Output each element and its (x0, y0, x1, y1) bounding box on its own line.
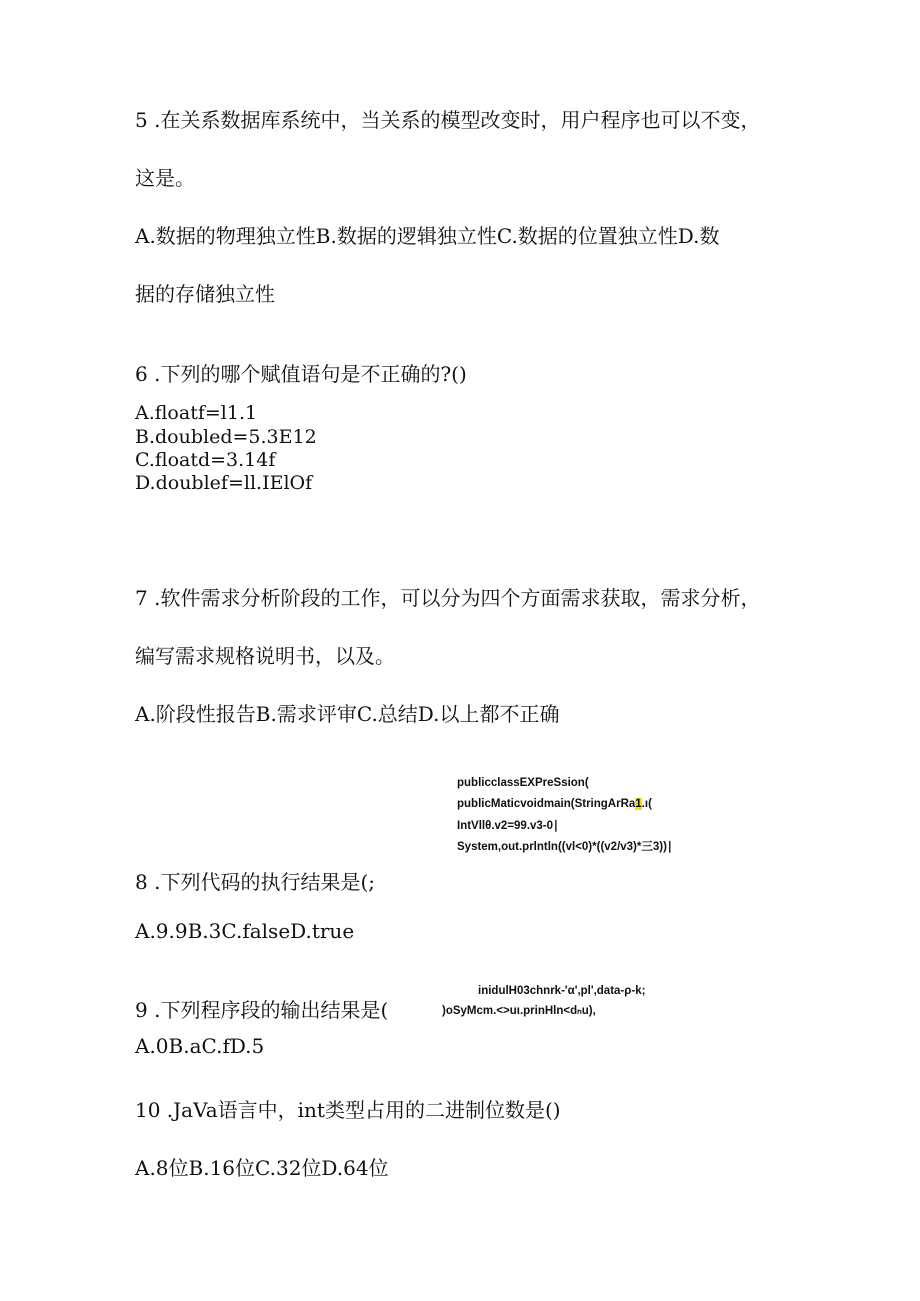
q8-code-highlight: 1 (635, 798, 642, 810)
q7-options: A.阶段性报告B.需求评审C.总结D.以上都不正确 (135, 702, 560, 726)
q8-code-line3: IntVllθ.v2=99.v3-0∣ (457, 820, 559, 832)
q6-option-d: D.doublef=ll.IElOf (135, 472, 313, 494)
q6-option-b: B.doubled=5.3E12 (135, 426, 317, 448)
q6-option-c: C.floatd=3.14f (135, 449, 276, 471)
q5-options-line1: A.数据的物理独立性B.数据的逻辑独立性C.数据的位置独立性D.数 (135, 224, 720, 248)
q7-stem-line2: 编写需求规格说明书，以及。 (135, 644, 395, 668)
q5-stem-line2: 这是。 (135, 166, 195, 190)
q8-code-line2 (457, 797, 652, 811)
q9-code-line2: )oSyMcm.<>uι.prinHln<dₙu), (442, 1005, 596, 1017)
q8-options: A.9.9B.3C.falseD.true (135, 919, 355, 943)
q7-stem-line1: 7 .软件需求分析阶段的工作，可以分为四个方面需求获取，需求分析， (135, 586, 761, 610)
q10-options: A.8位B.16位C.32位D.64位 (135, 1156, 389, 1180)
q5-stem-line1: 5 .在关系数据库系统中，当关系的模型改变时，用户程序也可以不变， (135, 108, 761, 132)
q8-code-line4: System,out.prlntln((vl<0)*((v2/v3)*三3))∣ (457, 841, 673, 853)
q9-stem: 9 .下列程序段的输出结果是( (135, 998, 389, 1022)
q8-code-line2-b: .ı( (641, 798, 652, 810)
q8-code-line2-a: publicMaticvoidmain(StringArRa (457, 798, 636, 810)
q8-code-line1: publicclassEXPreSsion( (457, 777, 589, 789)
q8-stem: 8 .下列代码的执行结果是(; (135, 870, 375, 894)
q6-stem: 6 .下列的哪个赋值语句是不正确的?() (135, 362, 467, 386)
q6-option-a: A.floatf=l1.1 (135, 402, 258, 424)
q5-options-line2: 据的存储独立性 (135, 282, 275, 306)
q9-options: A.0B.aC.fD.5 (135, 1034, 265, 1058)
q9-code-line1: inidulH03chnrk-'α',pl',data-ρ-k; (478, 985, 646, 997)
q10-stem: 10 .JaVa语言中，int类型占用的二进制位数是() (135, 1098, 561, 1122)
